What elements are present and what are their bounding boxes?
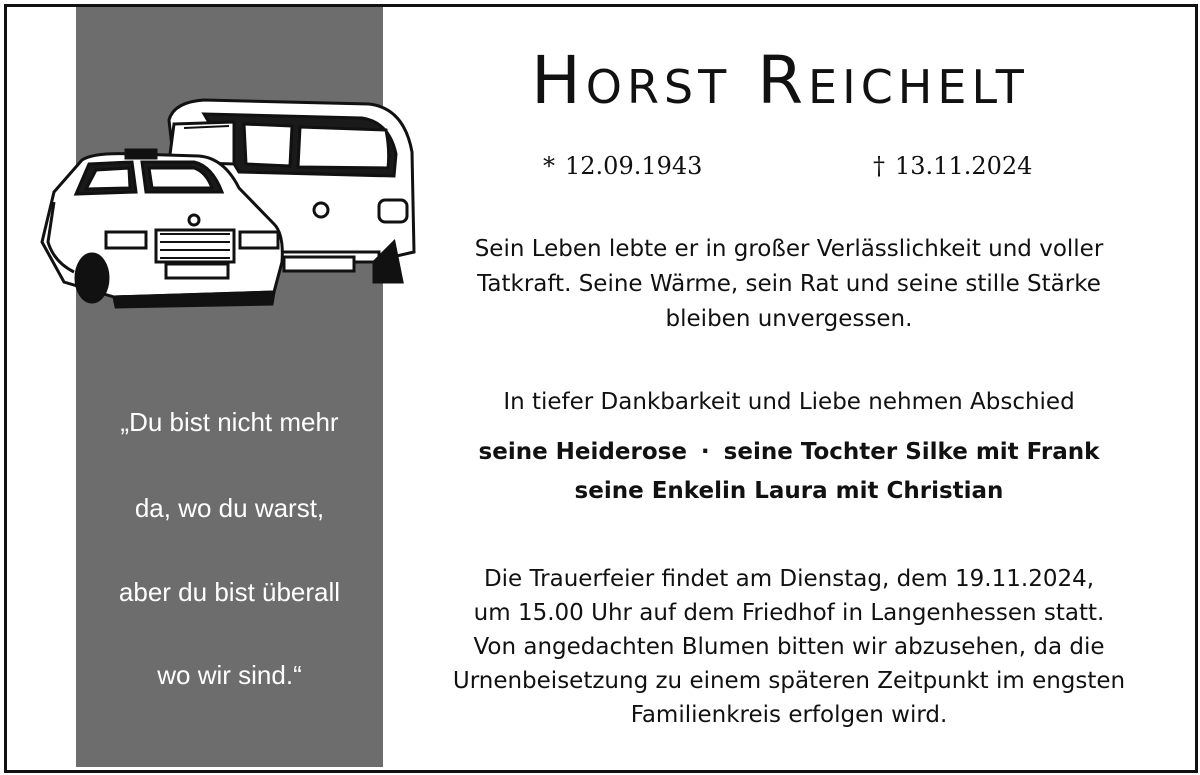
quote-line-3: aber du bist überall [118,577,341,607]
death-date-value: 13.11.2024 [895,152,1033,180]
family-separator: · [700,439,710,465]
quote-line-1: „Du bist nicht mehr [120,407,339,437]
birth-date-value: 12.09.1943 [565,152,703,180]
service-line: Von angedachten Blumen bitten wir abzusehen, da die [473,634,1105,660]
service-line: Familienkreis erfolgen wird. [630,702,948,728]
death-cross-icon: † [873,152,885,180]
death-date [873,152,1032,180]
farewell-line: In tiefer Dankbarkeit und Liebe nehmen Abschied [503,389,1075,415]
quote-line-2: da, wo du warst, [134,493,325,523]
vintage-taxi-and-van-illustration [34,92,419,317]
family-member-wife: seine Heiderose [478,439,687,465]
service-line: Urnenbeisetzung zu einem späteren Zeitpunkt im engsten [452,668,1126,694]
intro-line: bleiben unvergessen. [665,306,913,332]
intro-line: Tatkraft. Seine Wärme, sein Rat und seine stille Stärke [477,271,1101,297]
service-line: um 15.00 Uhr auf dem Friedhof in Langenhessen statt. [473,600,1105,626]
intro-paragraph [430,232,1148,337]
quote-line-4: wo wir sind.“ [157,660,302,690]
service-paragraph [430,562,1148,732]
birth-date [543,152,702,180]
family-line-2: seine Enkelin Laura mit Christian [574,478,1004,504]
deceased-name: Horst Reichelt [531,42,1029,119]
service-line: Die Trauerfeier findet am Dienstag, dem 19.11.2024, [483,566,1095,592]
family-line-1 [430,439,1148,465]
intro-line: Sein Leben lebte er in großer Verlässlichkeit und voller [474,236,1104,262]
birth-symbol: * [543,152,555,180]
family-member-daughter: seine Tochter Silke mit Frank [723,439,1100,465]
